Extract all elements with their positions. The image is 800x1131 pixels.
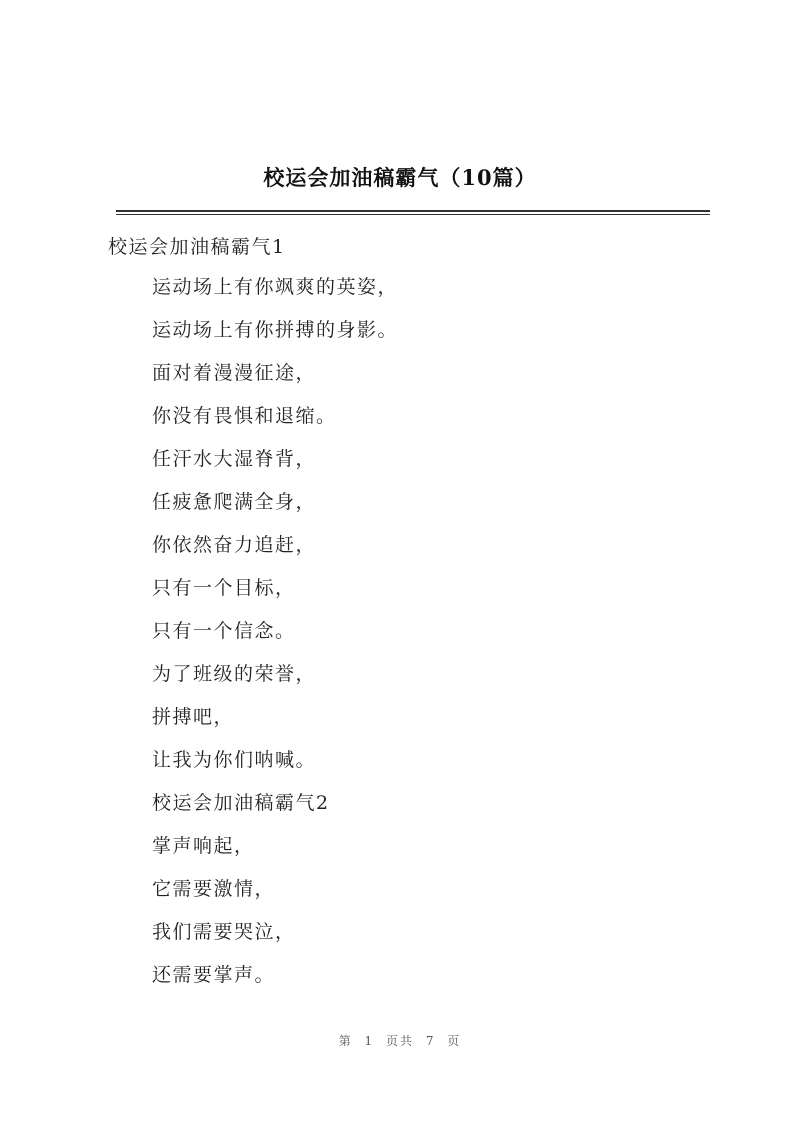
section-heading: 校运会加油稿霸气1 <box>108 236 286 258</box>
poem-line: 任汗水大湿脊背， <box>152 448 317 470</box>
poem-line: 面对着漫漫征途， <box>152 362 317 384</box>
poem-line: 它需要激情， <box>152 878 276 900</box>
poem-line: 为了班级的荣誉， <box>152 663 317 685</box>
poem-line: 运动场上有你飒爽的英姿， <box>152 276 399 298</box>
poem-line: 只有一个信念。 <box>152 620 296 642</box>
poem-line: 只有一个目标， <box>152 577 296 599</box>
document-title: 校运会加油稿霸气（10篇） <box>263 165 537 190</box>
poem-line: 还需要掌声。 <box>152 964 276 986</box>
poem-line: 我们需要哭泣， <box>152 921 296 943</box>
title-divider <box>116 210 710 215</box>
poem-line: 你没有畏惧和退缩。 <box>152 405 337 427</box>
poem-line: 运动场上有你拼搏的身影。 <box>152 319 399 341</box>
poem-line: 让我为你们呐喊。 <box>152 749 317 771</box>
page-number-footer: 第 1 页共 7 页 <box>338 1034 462 1048</box>
poem-line: 你依然奋力追赶， <box>152 534 317 556</box>
poem-line: 掌声响起， <box>152 835 255 857</box>
poem-line: 拼搏吧， <box>152 706 235 728</box>
poem-line: 任疲惫爬满全身， <box>152 491 317 513</box>
poem-lines <box>152 272 398 1003</box>
poem-line: 校运会加油稿霸气2 <box>152 792 330 814</box>
